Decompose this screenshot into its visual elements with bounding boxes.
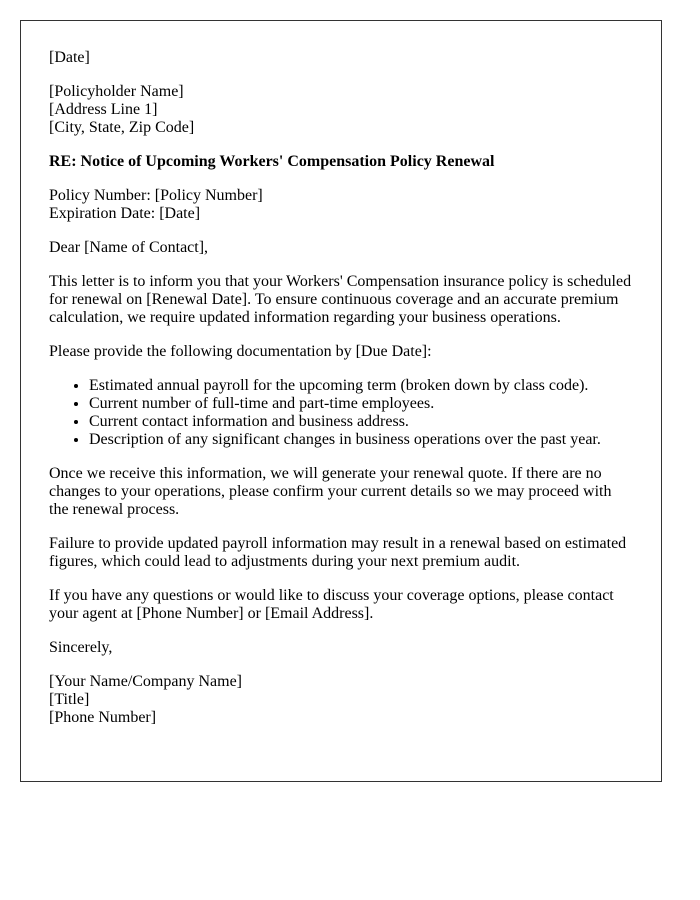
list-item: • Estimated annual payroll for the upcoming term (broken down by class code). (89, 377, 633, 395)
next-steps-paragraph: Once we receive this information, we will generate your renewal quote. If there are no changes to your operations, please confirm your current details so we may proceed with the renewal process. (49, 465, 612, 518)
list-item: • Current number of full-time and part-time employees. (89, 395, 633, 413)
list-item: • Current contact information and business address. (89, 413, 633, 431)
signature-phone: [Phone Number] (49, 709, 157, 726)
closing: Sincerely, (49, 639, 113, 656)
letter-document (20, 20, 662, 782)
policy-info-block (49, 187, 633, 223)
signature-title: [Title] (49, 691, 90, 708)
recipient-address-line-1: [Address Line 1] (49, 101, 158, 118)
required-documents-list (49, 377, 633, 449)
signature-name: [Your Name/Company Name] (49, 673, 243, 690)
signature-block (49, 673, 633, 727)
salutation: Dear [Name of Contact], (49, 239, 209, 256)
policy-number: Policy Number: [Policy Number] (49, 187, 263, 204)
recipient-city-state-zip: [City, State, Zip Code] (49, 119, 195, 136)
request-paragraph: Please provide the following documentation by [Due Date]: (49, 343, 432, 360)
expiration-date: Expiration Date: [Date] (49, 205, 201, 222)
intro-paragraph: This letter is to inform you that your Workers' Compensation insurance policy is scheduled for renewal on [Renewal Date]. To ensure continuous coverage and an accurate premium calculation, we require updated information regarding your business operations. (49, 273, 632, 326)
list-item: • Description of any significant changes in business operations over the past year. (89, 431, 633, 449)
subject-line: RE: Notice of Upcoming Workers' Compensation Policy Renewal (49, 153, 495, 170)
warning-paragraph: Failure to provide updated payroll information may result in a renewal based on estimated figures, which could lead to adjustments during your next premium audit. (49, 535, 627, 570)
recipient-name: [Policyholder Name] (49, 83, 184, 100)
recipient-address-block (49, 83, 633, 137)
contact-paragraph: If you have any questions or would like to discuss your coverage options, please contact your agent at [Phone Number] or [Email Address]. (49, 587, 614, 622)
letter-date: [Date] (49, 49, 90, 66)
